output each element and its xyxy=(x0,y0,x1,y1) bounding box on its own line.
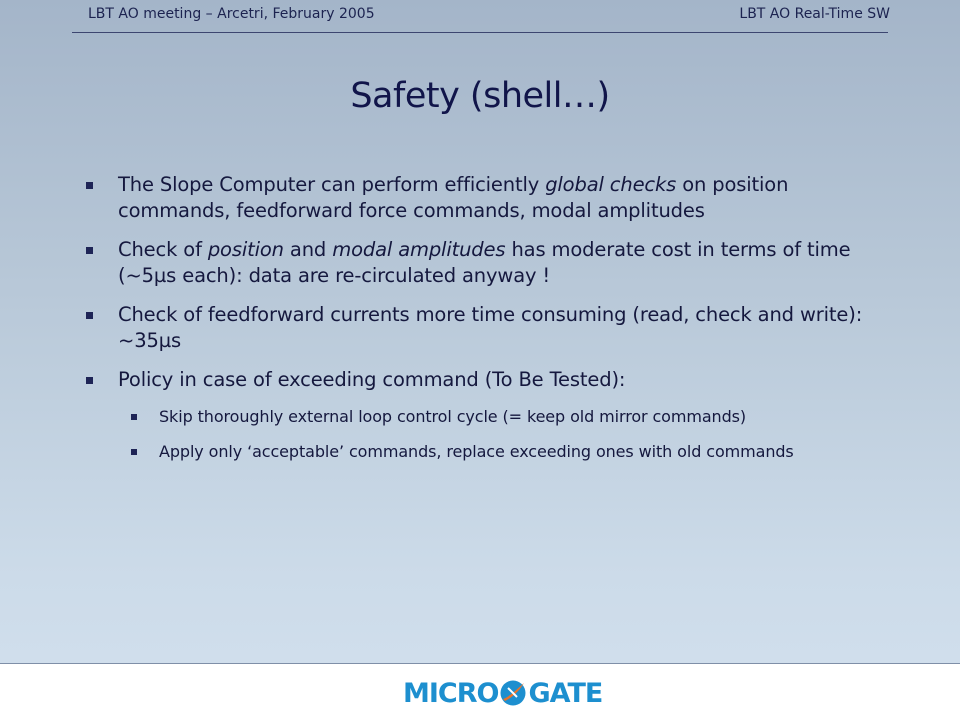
square-bullet-icon xyxy=(86,377,93,384)
logo-text-left: MICRO xyxy=(403,677,499,709)
square-bullet-icon xyxy=(86,312,93,319)
logo-text-right: GATE xyxy=(528,677,603,709)
bullet-list xyxy=(86,172,886,475)
square-bullet-icon xyxy=(86,182,93,189)
bullet-text: Policy in case of exceeding command (To Be Tested): xyxy=(118,368,626,391)
logo-swoosh-icon xyxy=(499,679,527,707)
slide-title: Safety (shell…) xyxy=(350,76,610,116)
bullet-item-3 xyxy=(86,302,886,354)
bullet-item-2 xyxy=(86,237,886,289)
bullet-item-1 xyxy=(86,172,886,224)
square-bullet-icon xyxy=(86,247,93,254)
sub-bullet-text: Skip thoroughly external loop control cycle (= keep old mirror commands) xyxy=(159,407,747,426)
bullet-text: Check of position and modal amplitudes has moderate cost in terms of time (~5µs each): data are re-circulated anyway ! xyxy=(118,238,851,287)
sub-bullet-item-1 xyxy=(86,405,886,428)
bullet-text: The Slope Computer can perform efficiently global checks on position commands, feedforward force commands, modal amplitudes xyxy=(118,173,789,222)
header-divider xyxy=(72,32,888,33)
square-bullet-icon xyxy=(131,449,137,455)
footer xyxy=(0,664,960,720)
bullet-text: Check of feedforward currents more time consuming (read, check and write): ~35µs xyxy=(118,303,863,352)
square-bullet-icon xyxy=(131,414,137,420)
header-meeting-label: LBT AO meeting – Arcetri, February 2005 xyxy=(88,6,375,22)
microgate-logo xyxy=(403,676,602,710)
header-topic-label: LBT AO Real-Time SW xyxy=(739,6,890,22)
sub-bullet-item-2 xyxy=(86,440,886,463)
bullet-item-4 xyxy=(86,367,886,393)
sub-bullet-text: Apply only ‘acceptable’ commands, replace exceeding ones with old commands xyxy=(159,442,794,461)
